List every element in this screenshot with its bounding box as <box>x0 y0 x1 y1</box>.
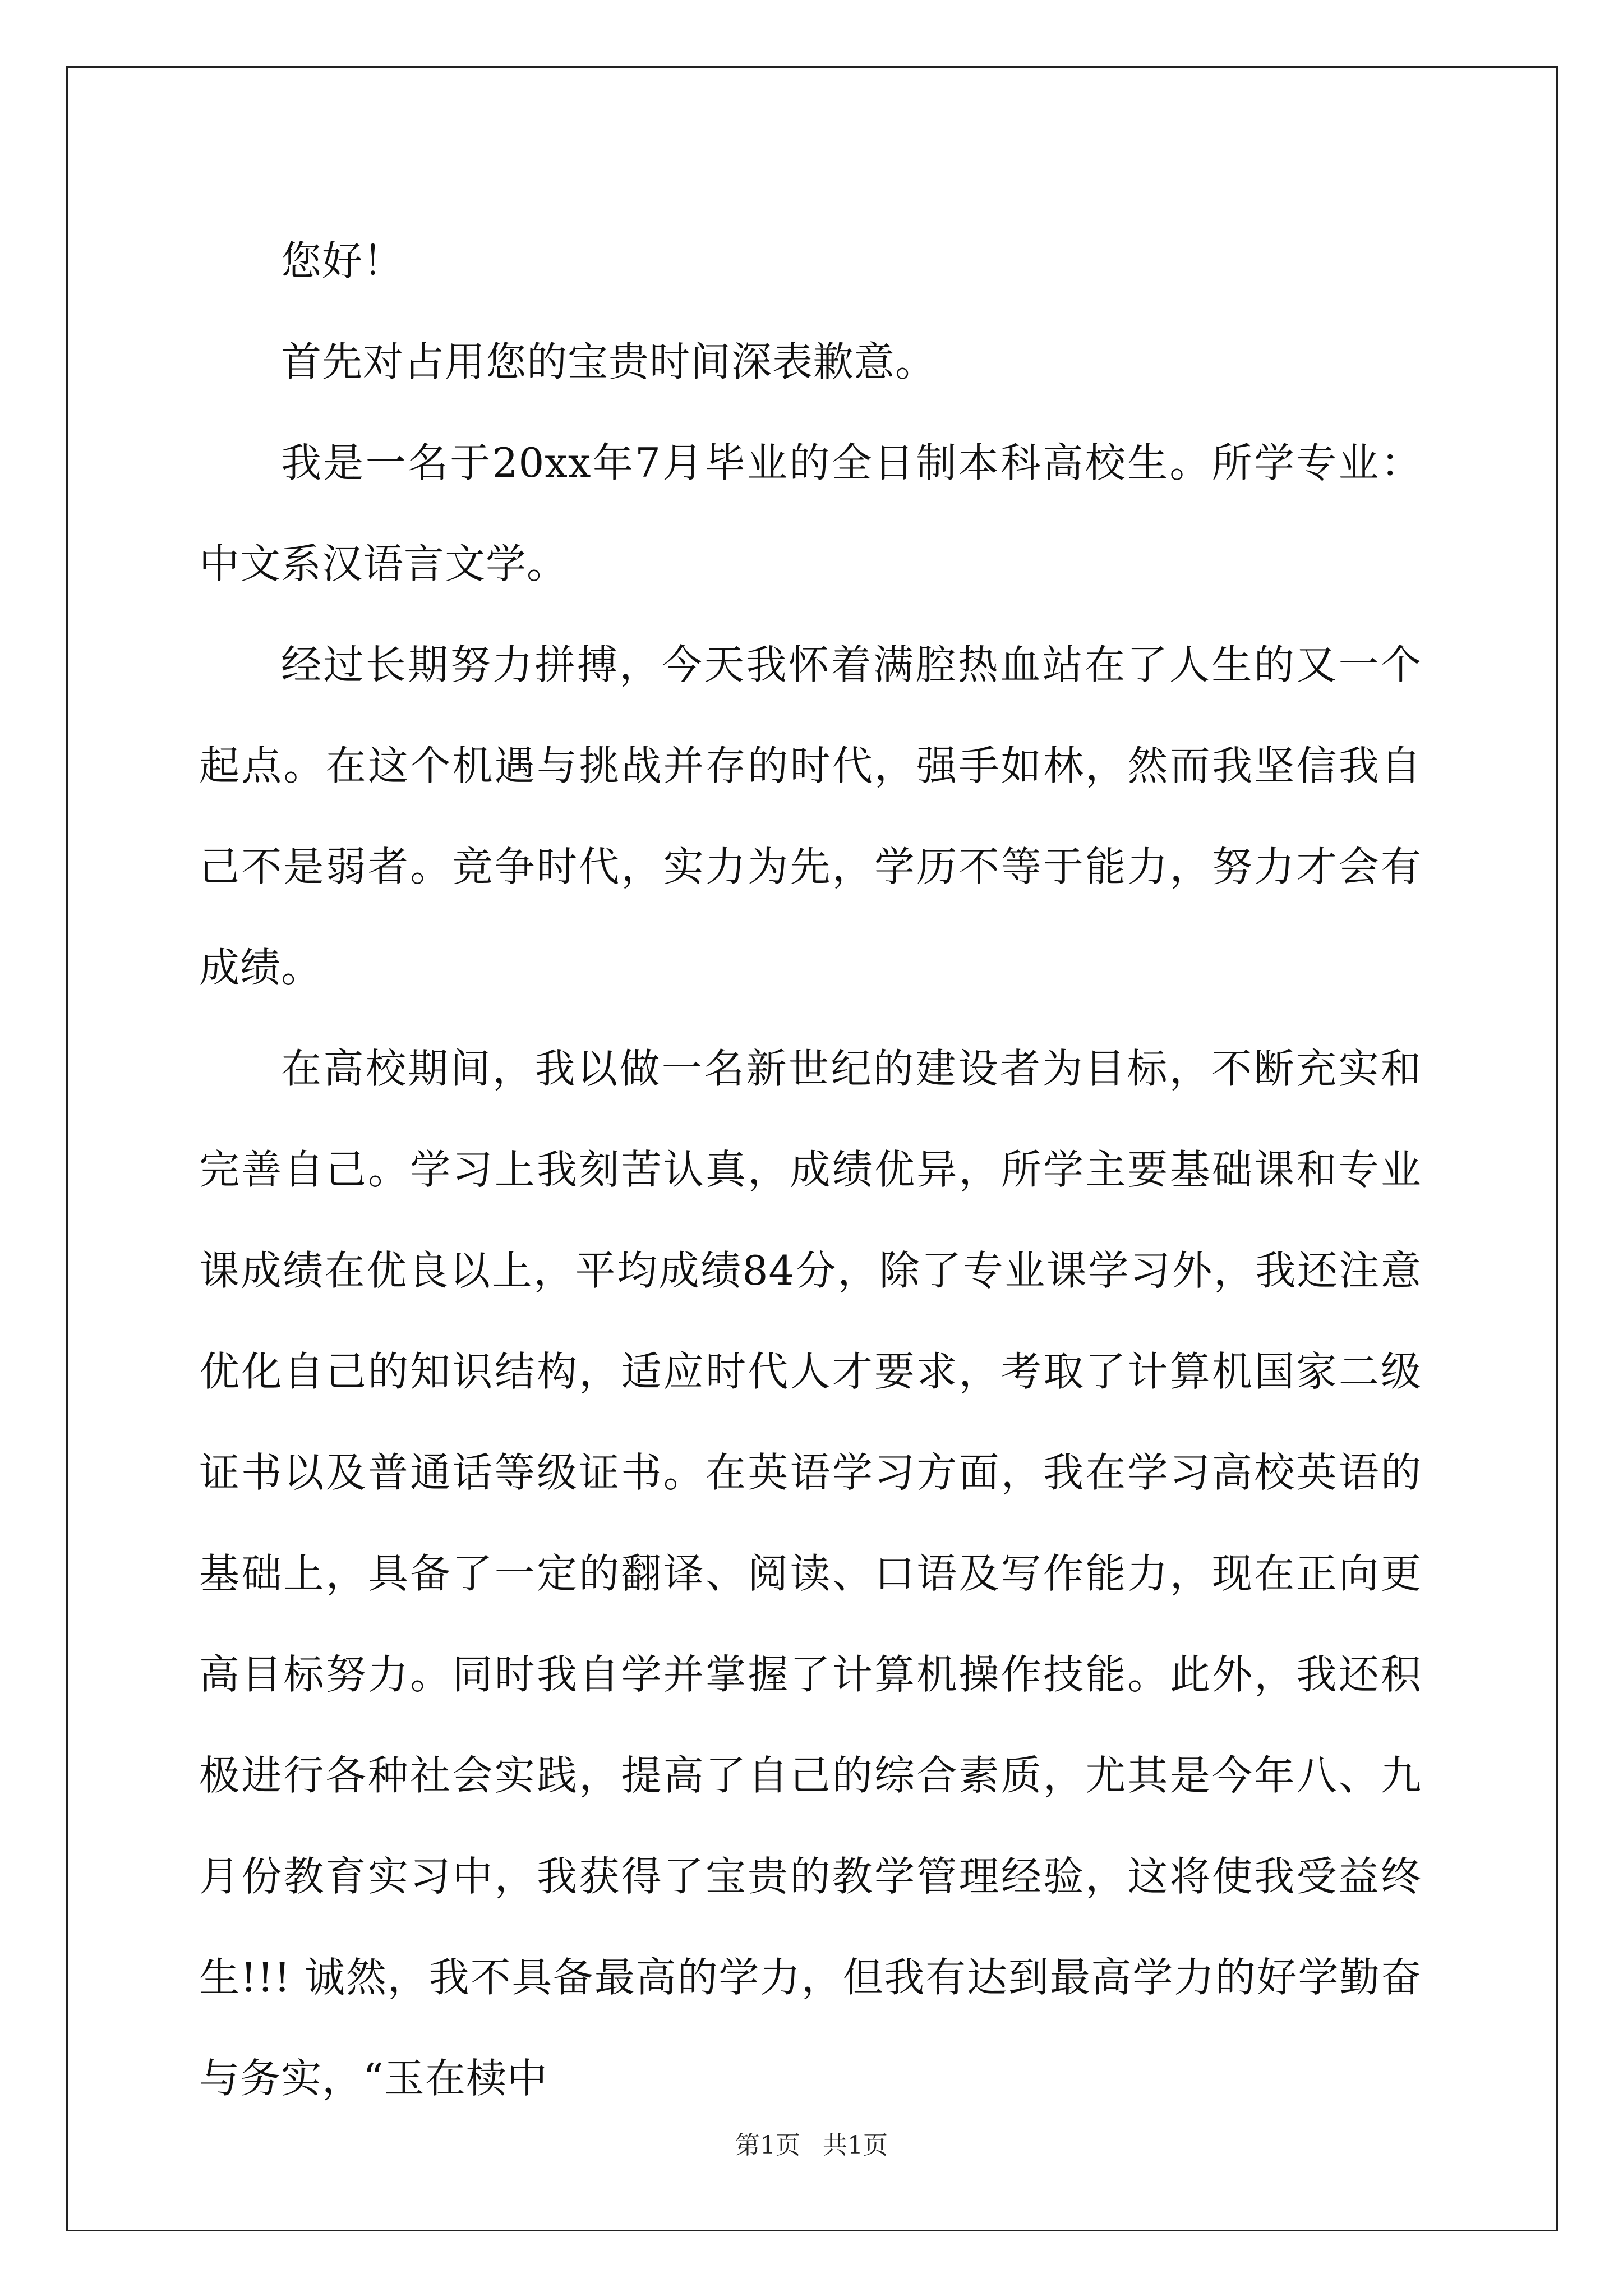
paragraph-apology: 首先对占用您的宝贵时间深表歉意。 <box>281 338 937 385</box>
paragraph-greeting: 您好！ <box>281 237 404 284</box>
paragraph-determination: 经过长期努力拼搏，今天我怀着满腔热血站在了人生的又一个起点。在这个机遇与挑战并存的时代，强手如林，然而我坚信我自己不是弱者。竞争时代，实力为先，学历不等于能力，努力才会有成绩。 <box>199 641 1422 991</box>
page-total: 共1页 <box>823 2131 888 2160</box>
page-number: 第1页 <box>735 2131 800 2160</box>
page-footer <box>0 2129 1623 2162</box>
paragraph-introduction: 我是一名于20xx年7月毕业的全日制本科高校生。所学专业：中文系汉语言文学。 <box>199 439 1422 587</box>
paragraph-university-experience: 在高校期间，我以做一名新世纪的建设者为目标，不断充实和完善自己。学习上我刻苦认真，成绩优异，所学主要基础课和专业课成绩在优良以上，平均成绩84分，除了专业课学习外，我还注意优化自己的知识结构，适应时代人才要求，考取了计算机国家二级证书以及普通话等级证书。在英语学习方面，我在学习高校英语的基础上，具备了一定的翻译、阅读、口语及写作能力，现在正向更高目标努力。同时我自学并掌握了计算机操作技能。此外，我还积极进行各种社会实践，提高了自己的综合素质，尤其是今年八、九月份教育实习中，我获得了宝贵的教学管理经验，这将使我受益终生!!! 诚然，我不具备最高的学力，但我有达到最高学力的好学勤奋与务实，“玉在椟中 <box>199 1045 1422 2102</box>
letter-body <box>199 210 1422 2129</box>
